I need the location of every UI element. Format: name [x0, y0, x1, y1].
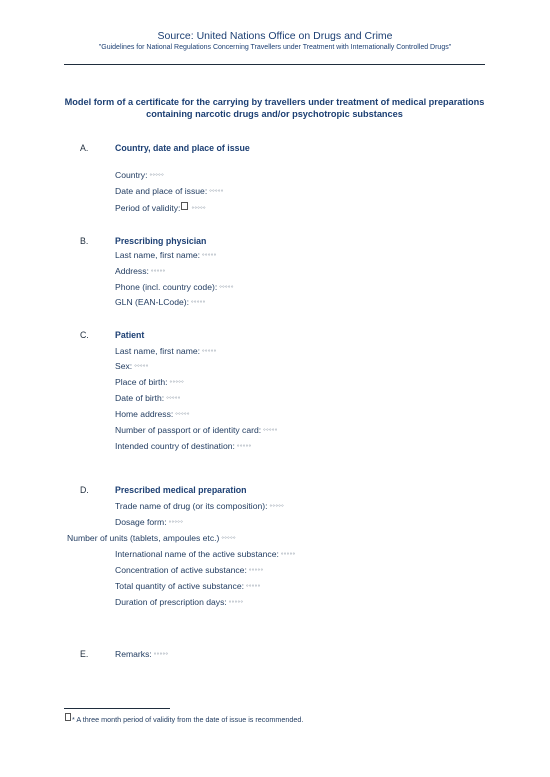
footnote-ref-icon [181, 202, 188, 210]
section-b-letter: B. [80, 236, 89, 246]
field-international-name: International name of the active substance: °°°°° [115, 549, 296, 559]
field-place-of-birth: Place of birth: °°°°° [115, 377, 185, 387]
field-remarks: Remarks: °°°°° [115, 649, 169, 659]
field-date-of-birth: Date of birth: °°°°° [115, 393, 181, 403]
section-b-heading: Prescribing physician [115, 236, 207, 246]
field-home-address: Home address: °°°°° [115, 409, 190, 419]
document-title: Model form of a certificate for the carrying by travellers under treatment of medical preparations containing narcotic drugs and/or psychotropic substances [64, 97, 485, 119]
section-e-letter: E. [80, 649, 89, 659]
field-passport-number: Number of passport or of identity card: °°°°° [115, 425, 278, 435]
section-d-letter: D. [80, 485, 89, 495]
field-dosage-form: Dosage form: °°°°° [115, 517, 184, 527]
field-physician-gln: GLN (EAN-LCode): °°°°° [115, 297, 206, 307]
header-source: Source: United Nations Office on Drugs and Crime [157, 30, 393, 42]
field-physician-address: Address: °°°°° [115, 266, 166, 276]
section-a-heading: Country, date and place of issue [115, 143, 250, 153]
footnote-marker-icon [65, 713, 71, 721]
field-concentration: Concentration of active substance: °°°°° [115, 565, 264, 575]
field-period-validity: Period of validity: °°°°° [115, 203, 206, 213]
field-patient-name: Last name, first name: °°°°° [115, 346, 217, 356]
field-number-of-units: Number of units (tablets, ampoules etc.) °°°°° [67, 533, 236, 543]
header-guidelines: "Guidelines for National Regulations Concerning Travellers under Treatment with Internationally Controlled Drugs" [98, 44, 452, 51]
field-country: Country: °°°°° [115, 170, 164, 180]
field-physician-name: Last name, first name: °°°°° [115, 250, 217, 260]
section-c-heading: Patient [115, 330, 145, 340]
field-physician-phone: Phone (incl. country code): °°°°° [115, 282, 234, 292]
section-d-heading: Prescribed medical preparation [115, 485, 247, 495]
field-total-quantity: Total quantity of active substance: °°°°° [115, 581, 261, 591]
section-c-letter: C. [80, 330, 89, 340]
footnote: * A three month period of validity from the date of issue is recommended. [64, 713, 303, 724]
field-trade-name: Trade name of drug (or its composition): °°°°° [115, 501, 285, 511]
footnote-divider [64, 708, 170, 709]
field-duration: Duration of prescription days: °°°°° [115, 597, 244, 607]
section-a-letter: A. [80, 143, 89, 153]
field-patient-sex: Sex: °°°°° [115, 361, 149, 371]
field-date-place-issue: Date and place of issue: °°°°° [115, 186, 224, 196]
header-divider [64, 64, 485, 65]
field-destination-country: Intended country of destination: °°°°° [115, 441, 252, 451]
